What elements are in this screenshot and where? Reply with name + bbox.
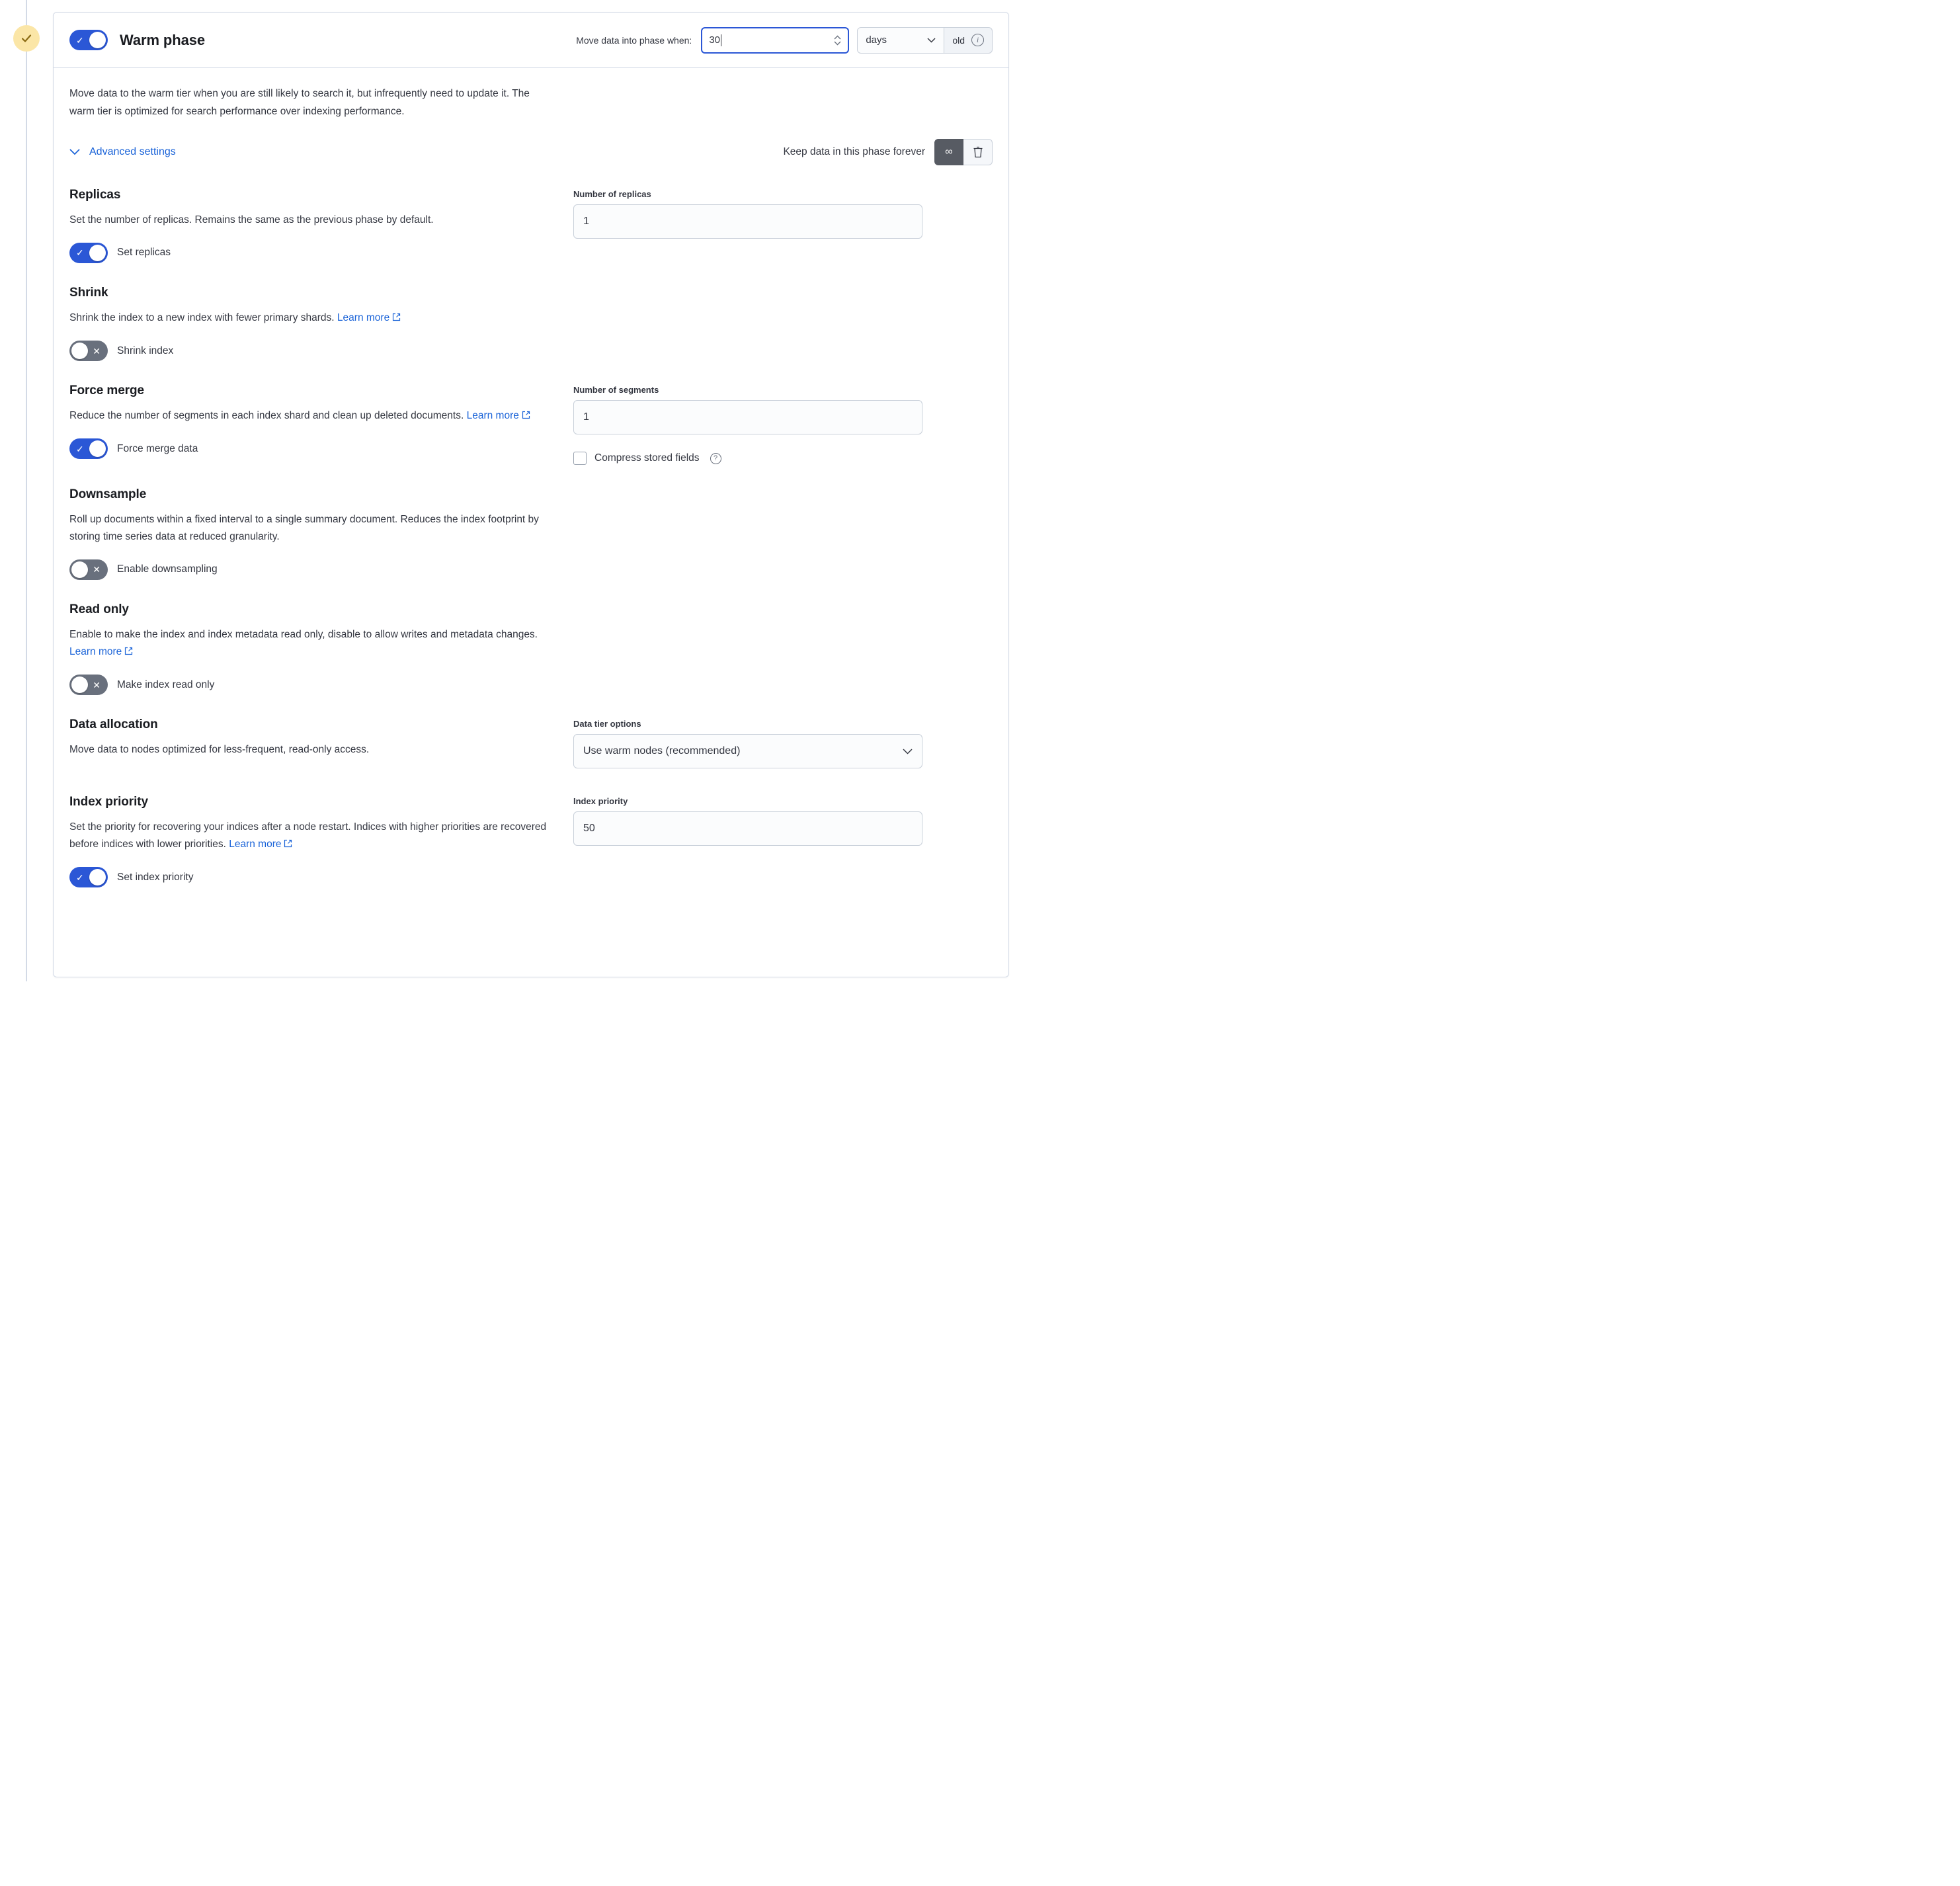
chevron-down-icon (834, 41, 841, 46)
phase-timing-suffix (944, 27, 993, 54)
phase-timing-suffix-label: old (952, 34, 965, 46)
move-data-label: Move data into phase when: (576, 34, 692, 46)
force-merge-learn-more-link[interactable]: Learn more (466, 410, 519, 421)
enable-downsampling-label: Enable downsampling (117, 563, 218, 575)
shrink-description (69, 309, 555, 327)
set-index-priority-label: Set index priority (117, 871, 194, 883)
check-icon (20, 32, 32, 44)
warm-phase-panel (53, 12, 1009, 977)
section-index-priority (69, 795, 993, 888)
external-link-icon (522, 408, 530, 425)
force-merge-title: Force merge (69, 384, 144, 397)
phase-description: Move data to the warm tier when you are still likely to search it, but infrequently need to update it. The warm tier is optimized for search performance over indexing performance. (69, 88, 530, 117)
compress-stored-fields-label: Compress stored fields (594, 452, 700, 464)
cross-icon: ✕ (93, 679, 101, 690)
number-of-segments-input[interactable] (573, 400, 922, 434)
external-link-icon (392, 310, 401, 327)
delete-phase-button[interactable] (963, 139, 993, 165)
advanced-settings-toggle[interactable] (69, 146, 176, 158)
section-shrink (69, 286, 993, 361)
phase-timing-unit-value: days (866, 34, 887, 46)
set-replicas-toggle[interactable] (69, 243, 108, 263)
read-only-row (69, 675, 555, 695)
compress-stored-fields-checkbox[interactable] (573, 452, 587, 465)
force-merge-toggle[interactable] (69, 438, 108, 459)
toggle-knob (71, 676, 88, 693)
cross-icon: ✕ (93, 345, 101, 356)
number-of-replicas-value: 1 (583, 216, 589, 227)
cross-icon: ✕ (93, 564, 101, 575)
advanced-settings-label: Advanced settings (89, 146, 176, 158)
read-only-description (69, 626, 555, 662)
keep-forever-label: Keep data in this phase forever (783, 146, 925, 158)
downsample-description: Roll up documents within a fixed interval to a single summary document. Reduces the index footprint by storing time series data at reduced granularity. (69, 514, 539, 543)
section-force-merge (69, 384, 993, 465)
read-only-learn-more-link[interactable]: Learn more (69, 646, 122, 658)
phase-timing-unit-select[interactable] (857, 27, 944, 54)
external-link-icon (124, 644, 133, 661)
data-tier-options-select[interactable] (573, 734, 922, 768)
data-tier-options-value: Use warm nodes (recommended) (583, 745, 741, 757)
data-allocation-title: Data allocation (69, 718, 158, 732)
ilm-warm-phase-page (0, 0, 1020, 981)
page-title: Warm phase (120, 31, 206, 48)
section-replicas (69, 188, 993, 263)
set-index-priority-toggle[interactable] (69, 867, 108, 887)
number-of-segments-value: 1 (583, 411, 589, 423)
keep-forever-button[interactable] (934, 139, 963, 165)
data-tier-options-label: Data tier options (573, 719, 641, 729)
toggle-knob (71, 561, 88, 578)
compress-stored-fields-row (573, 452, 993, 465)
info-icon[interactable]: i (971, 34, 984, 46)
toggle-knob (71, 343, 88, 359)
index-priority-description-text: Set the priority for recovering your indices after a node restart. Indices with higher priorities are recovered before indices with lower priorities. (69, 821, 547, 850)
downsample-row (69, 559, 555, 580)
section-downsample (69, 487, 993, 580)
shrink-title: Shrink (69, 285, 108, 300)
phase-status-indicator (13, 25, 40, 52)
toggle-knob (89, 32, 106, 48)
index-priority-field-label: Index priority (573, 796, 628, 806)
number-of-replicas-input[interactable] (573, 204, 922, 239)
external-link-icon (284, 837, 292, 854)
phase-header (54, 13, 1008, 68)
enable-downsampling-toggle[interactable] (69, 559, 108, 580)
force-merge-label: Force merge data (117, 442, 198, 454)
toggle-knob (89, 869, 106, 885)
infinity-icon: ∞ (945, 146, 953, 158)
index-priority-value: 50 (583, 822, 595, 834)
toggle-knob (89, 440, 106, 457)
make-index-read-only-toggle[interactable] (69, 675, 108, 695)
data-allocation-description: Move data to nodes optimized for less-frequent, read-only access. (69, 744, 370, 756)
replicas-description: Set the number of replicas. Remains the same as the previous phase by default. (69, 214, 434, 226)
set-replicas-row (69, 243, 555, 263)
index-priority-input[interactable] (573, 811, 922, 846)
index-priority-title: Index priority (69, 794, 148, 809)
chevron-down-icon (927, 38, 936, 43)
force-merge-description-text: Reduce the number of segments in each index shard and clean up deleted documents. (69, 410, 464, 421)
index-priority-learn-more-link[interactable]: Learn more (229, 839, 282, 850)
toggle-knob (89, 245, 106, 261)
chevron-up-icon (834, 35, 841, 40)
chevron-down-icon (903, 749, 913, 755)
number-of-segments-label: Number of segments (573, 385, 659, 395)
shrink-description-text: Shrink the index to a new index with fewer primary shards. (69, 311, 335, 323)
trash-icon (973, 146, 983, 158)
shrink-index-row (69, 341, 555, 361)
phase-body (54, 68, 1008, 907)
check-icon: ✓ (76, 872, 84, 883)
downsample-title: Downsample (69, 487, 147, 501)
help-icon[interactable]: ? (710, 453, 721, 464)
shrink-learn-more-link[interactable]: Learn more (337, 311, 390, 323)
make-index-read-only-label: Make index read only (117, 678, 215, 690)
phase-timing-input[interactable] (701, 27, 849, 54)
number-spinner[interactable] (834, 35, 841, 46)
section-read-only (69, 602, 993, 696)
warm-phase-enable-toggle[interactable] (69, 30, 108, 50)
phase-timing-value: 30 (709, 34, 720, 46)
timeline-rail (26, 0, 27, 981)
shrink-index-toggle[interactable] (69, 341, 108, 361)
set-replicas-label: Set replicas (117, 247, 171, 259)
force-merge-row (69, 438, 555, 459)
advanced-settings-row (69, 139, 993, 165)
read-only-title: Read only (69, 602, 129, 616)
index-priority-description (69, 819, 555, 854)
retention-button-group (934, 139, 993, 165)
number-of-replicas-label: Number of replicas (573, 189, 651, 200)
check-icon: ✓ (76, 443, 84, 454)
section-data-allocation (69, 718, 993, 772)
check-icon: ✓ (76, 34, 84, 46)
phase-timing-controls (576, 27, 993, 54)
index-priority-row (69, 867, 555, 887)
shrink-index-label: Shrink index (117, 345, 174, 356)
replicas-title: Replicas (69, 188, 121, 202)
read-only-description-text: Enable to make the index and index metadata read only, disable to allow writes and metadata changes. (69, 628, 538, 640)
check-icon: ✓ (76, 247, 84, 259)
force-merge-description (69, 407, 555, 425)
chevron-down-icon (69, 149, 80, 155)
retention-controls (783, 139, 993, 165)
